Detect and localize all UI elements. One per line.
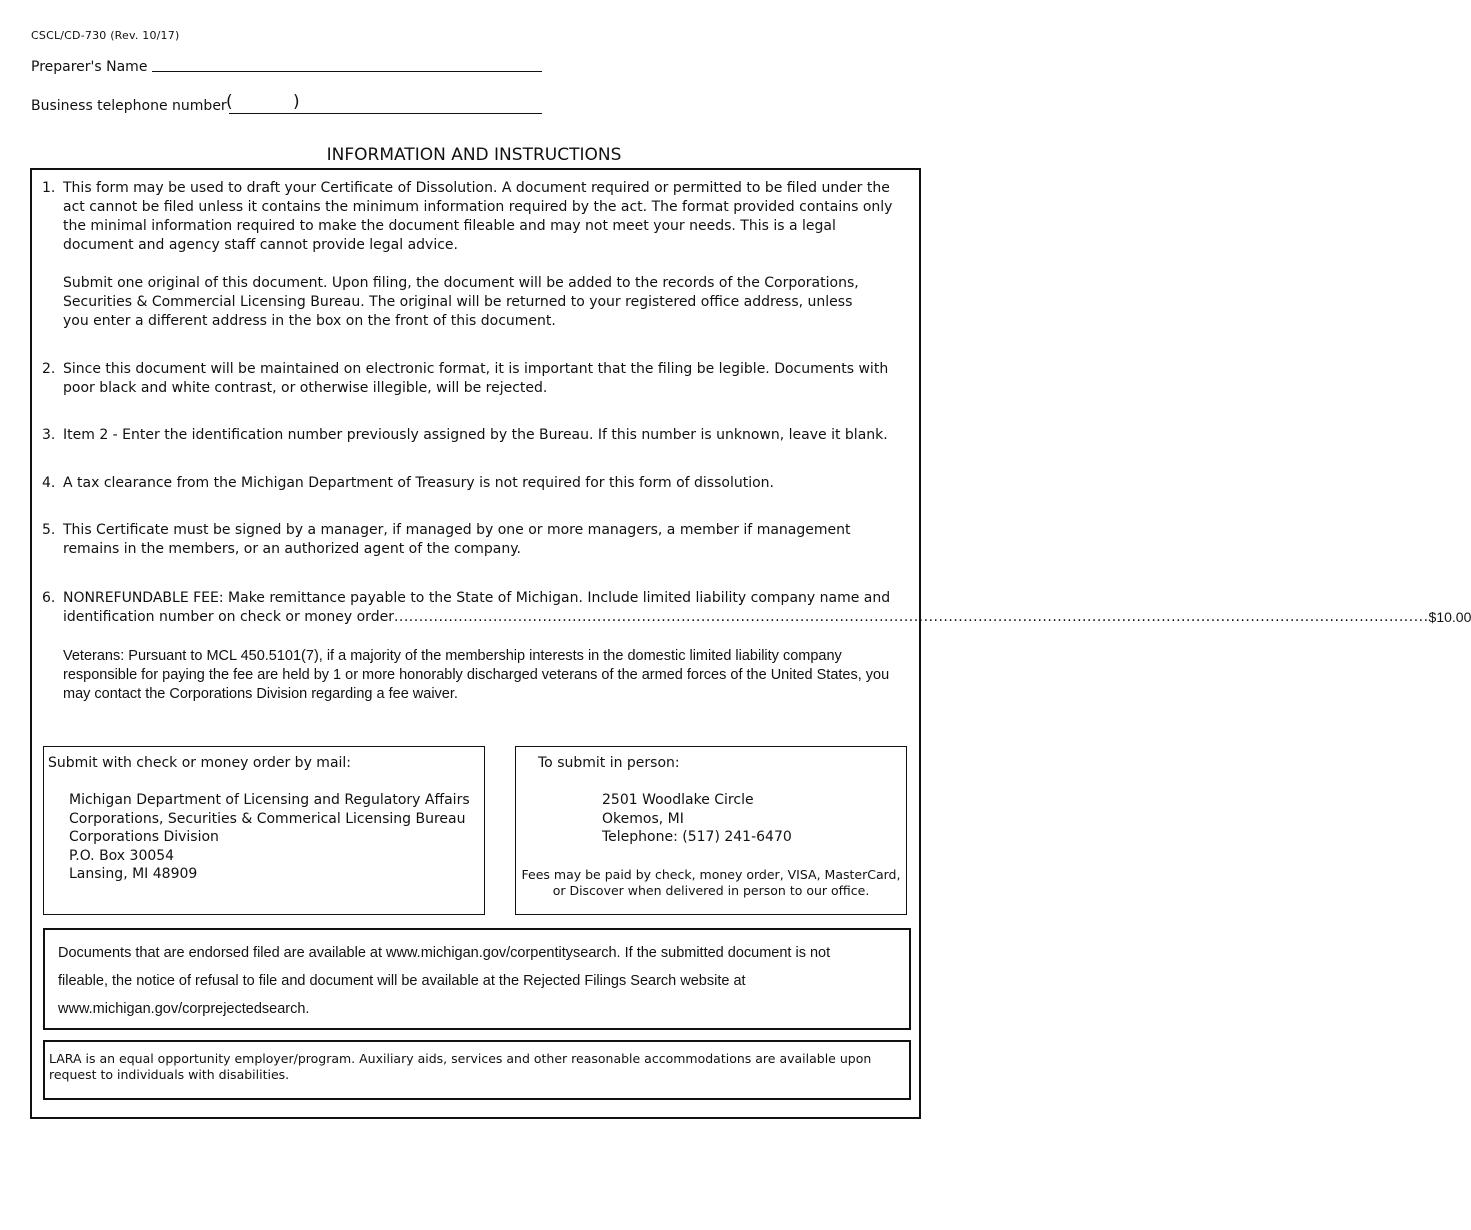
lara-notice-box (43, 1040, 911, 1100)
preparer-name-field[interactable] (152, 71, 542, 72)
mail-submission-box (43, 746, 485, 915)
instruction-text: Submit one original of this document. Upon filing, the document will be added to the records of the Corporations, Securities & Commercial Licensing Bureau. The original will be returned to your registered office address, unless you enter a different address in the box on the front of this document. (63, 275, 859, 329)
mail-address-line: Corporations Division (69, 829, 219, 845)
in-person-address-line: 2501 Woodlake Circle (602, 792, 754, 808)
in-person-heading: To submit in person: (538, 755, 680, 771)
endorsed-filings-text: Documents that are endorsed filed are available at www.michigan.gov/corpentitysearch. If the submitted document is not fileable, the notice of refusal to file and document will be available at the Rejected Filings Search website at www.michigan.gov/corprejectedsearch. (58, 945, 831, 1017)
dot-leader: ................................................................................................................................................................................................................. (393, 609, 1429, 625)
endorsed-filings-box (43, 928, 911, 1030)
veterans-text: Veterans: Pursuant to MCL 450.5101(7), if a majority of the membership interests in the domestic limited liability company responsible for paying the fee are held by 1 or more honorably discharged veterans of the armed forces of the United States, you may contact the Corporations Division regarding a fee waiver. (63, 648, 890, 702)
in-person-address-line: Telephone: (517) 241-6470 (602, 829, 792, 845)
page-title: INFORMATION AND INSTRUCTIONS (326, 145, 622, 165)
instruction-number: 2. (42, 361, 56, 377)
mail-address-line: P.O. Box 30054 (69, 847, 175, 864)
instruction-text: A tax clearance from the Michigan Department of Treasury is not required for this form of dissolution. (63, 475, 774, 491)
payment-methods-note: Fees may be paid by check, money order, VISA, MasterCard, or Discover when delivered in person to our office. (521, 867, 901, 898)
lara-notice-text: LARA is an equal opportunity employer/program. Auxiliary aids, services and other reasonable accommodations are available upon request to individuals with disabilities. (49, 1051, 872, 1082)
fee-description: identification number on check or money order (63, 609, 394, 625)
instruction-number: 4. (42, 475, 56, 491)
in-person-address (602, 791, 792, 847)
preparer-name-label: Preparer's Name (31, 59, 148, 75)
telephone-field[interactable] (229, 113, 542, 114)
fee-line (63, 608, 1471, 627)
instruction-number: 5. (42, 522, 56, 538)
instruction-text: This form may be used to draft your Certificate of Dissolution. A document required or permitted to be filed under the act cannot be filed unless it contains the minimum information required by the act. The format provided contains only the minimal information required to make the document fileable and may not meet your needs. This is a legal document and agency staff cannot provide legal advice. (63, 180, 893, 253)
instruction-number: 1. (42, 180, 56, 196)
mail-address-line: Lansing, MI 48909 (69, 866, 198, 882)
in-person-submission-box (515, 746, 907, 915)
instruction-number: 3. (42, 427, 56, 443)
area-code-open-paren: ( (226, 92, 233, 112)
mail-address-line: Corporations, Securities & Commerical Licensing Bureau (69, 810, 466, 827)
mail-address (69, 791, 470, 884)
instruction-number: 6. (42, 590, 56, 606)
instruction-text: This Certificate must be signed by a manager, if managed by one or more managers, a member if management remains in the members, or an authorized agent of the company. (63, 522, 851, 557)
mail-address-line: Michigan Department of Licensing and Regulatory Affairs (69, 792, 470, 808)
instruction-text: Since this document will be maintained on electronic format, it is important that the filing be legible. Documents with poor black and white contrast, or otherwise illegible, will be rejected. (63, 361, 889, 396)
area-code-close-paren: ) (293, 92, 300, 112)
fee-amount: $10.00 (1428, 609, 1471, 625)
instruction-text: Item 2 - Enter the identification number previously assigned by the Bureau. If this number is unknown, leave it blank. (63, 427, 888, 443)
instruction-text: NONREFUNDABLE FEE: Make remittance payable to the State of Michigan. Include limited liability company name and (63, 590, 891, 606)
mail-heading: Submit with check or money order by mail: (48, 755, 352, 771)
in-person-address-line: Okemos, MI (602, 810, 684, 827)
form-id: CSCL/CD-730 (Rev. 10/17) (31, 29, 180, 42)
telephone-label: Business telephone number (31, 98, 227, 114)
